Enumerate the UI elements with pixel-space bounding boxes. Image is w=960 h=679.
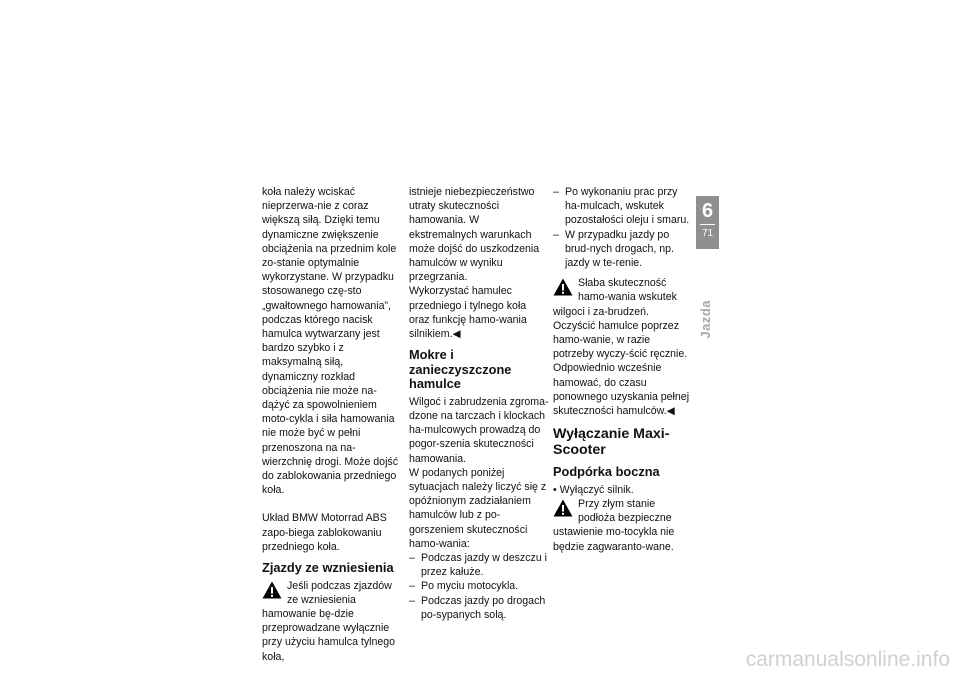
warning-triangle-icon [553, 499, 573, 517]
warning-triangle-icon [553, 278, 573, 296]
list-item: – Podczas jazdy po drogach po-sypanych solą. [409, 594, 546, 621]
warning-note: Słaba skuteczność hamo-wania wskutek wilgoci i za-brudzeń. [553, 277, 677, 318]
chapter-tab [696, 196, 719, 249]
list-item: – Po myciu motocykla. [409, 580, 519, 593]
paragraph: Oczyścić hamulce poprzez hamo-wanie, w razie potrzeby wyczy-ścić ręcznie. [553, 319, 688, 361]
chapter-number: 6 [701, 200, 714, 222]
paragraph: Układ BMW Motorrad ABS zapo-biega zablokowaniu przedniego koła. [262, 512, 387, 553]
warning-note: Przy złym stanie podłoża bezpieczne ustawienie mo-tocykla nie będzie zagwaranto-wane. [553, 497, 675, 553]
column-1 [262, 185, 402, 664]
subsection-heading: Podpórka boczna [553, 464, 660, 480]
column-2 [409, 185, 549, 622]
warning-note: Jeśli podczas zjazdów ze wzniesienia hamowanie bę-dzie przeprowadzane wyłącznie przy użyciu hamulca tylnego koła, [262, 579, 396, 663]
column-3 [553, 185, 693, 554]
divider [700, 224, 715, 225]
paragraph: Wykorzystać hamulec przedniego i tylnego koła oraz funkcję hamo-wania silnikiem.◀ [409, 285, 527, 341]
list-item: • Wyłączyć silnik. [553, 483, 634, 496]
list-item: – W przypadku jazdy po brud-nych drogach, np. jazdy w te-renie. [553, 228, 674, 270]
paragraph: Odpowiednio wcześnie hamować, do czasu ponownego uzyskania pełnej skuteczności hamulców.◀ [553, 362, 690, 418]
watermark: carmanualsonline.info [745, 648, 950, 671]
paragraph: Wilgoć i zabrudzenia zgroma-dzone na tarczach i klockach ha-mulcowych prowadzą do pogor-szenia skuteczności hamowania. [409, 395, 549, 465]
list-item: – Podczas jazdy w deszczu i przez kałuże. [409, 551, 548, 579]
chapter-side-label: Jazda [698, 300, 713, 339]
list-item: – Po wykonaniu prac przy ha-mulcach, wskutek pozostałości oleju i smaru. [553, 186, 690, 227]
paragraph: W podanych poniżej sytuacjach należy liczyć się z opóźnionym zadziałaniem hamulców lub z po-gorszeniem skuteczności hamo-wania: [409, 466, 547, 550]
page-number: 71 [701, 228, 714, 239]
section-heading: Wyłączanie Maxi-Scooter [553, 426, 670, 459]
section-heading: Zjazdy ze wzniesienia [262, 560, 394, 576]
paragraph: istnieje niebezpieczeństwo utraty skuteczności hamowania. W ekstremalnych warunkach może dojść do uszkodzenia hamulców w wyniku przegrzania. [409, 186, 540, 284]
section-heading: Mokre i zanieczyszczone hamulce [409, 347, 512, 392]
paragraph: koła należy wciskać nieprzerwa-nie z coraz większą siłą. Dzięki temu dynamiczne zwiększenie obciążenia na przednim kole zo-stanie optymalnie wykorzystane. W przypadku stosowanego czę-sto „gwałtownego hamowania”, podczas którego nacisk hamulca wytwarzany jest bardzo szybko i z maksymalną siłą, dynamiczny rozkład obciążenia nie może na-dążyć za spowolnieniem moto-cykla i siła hamowania nie może być w pełni przenoszona na na-wierzchnię drogi. Może dojść do zablokowania przedniego koła. [262, 186, 399, 497]
warning-triangle-icon [262, 581, 282, 599]
